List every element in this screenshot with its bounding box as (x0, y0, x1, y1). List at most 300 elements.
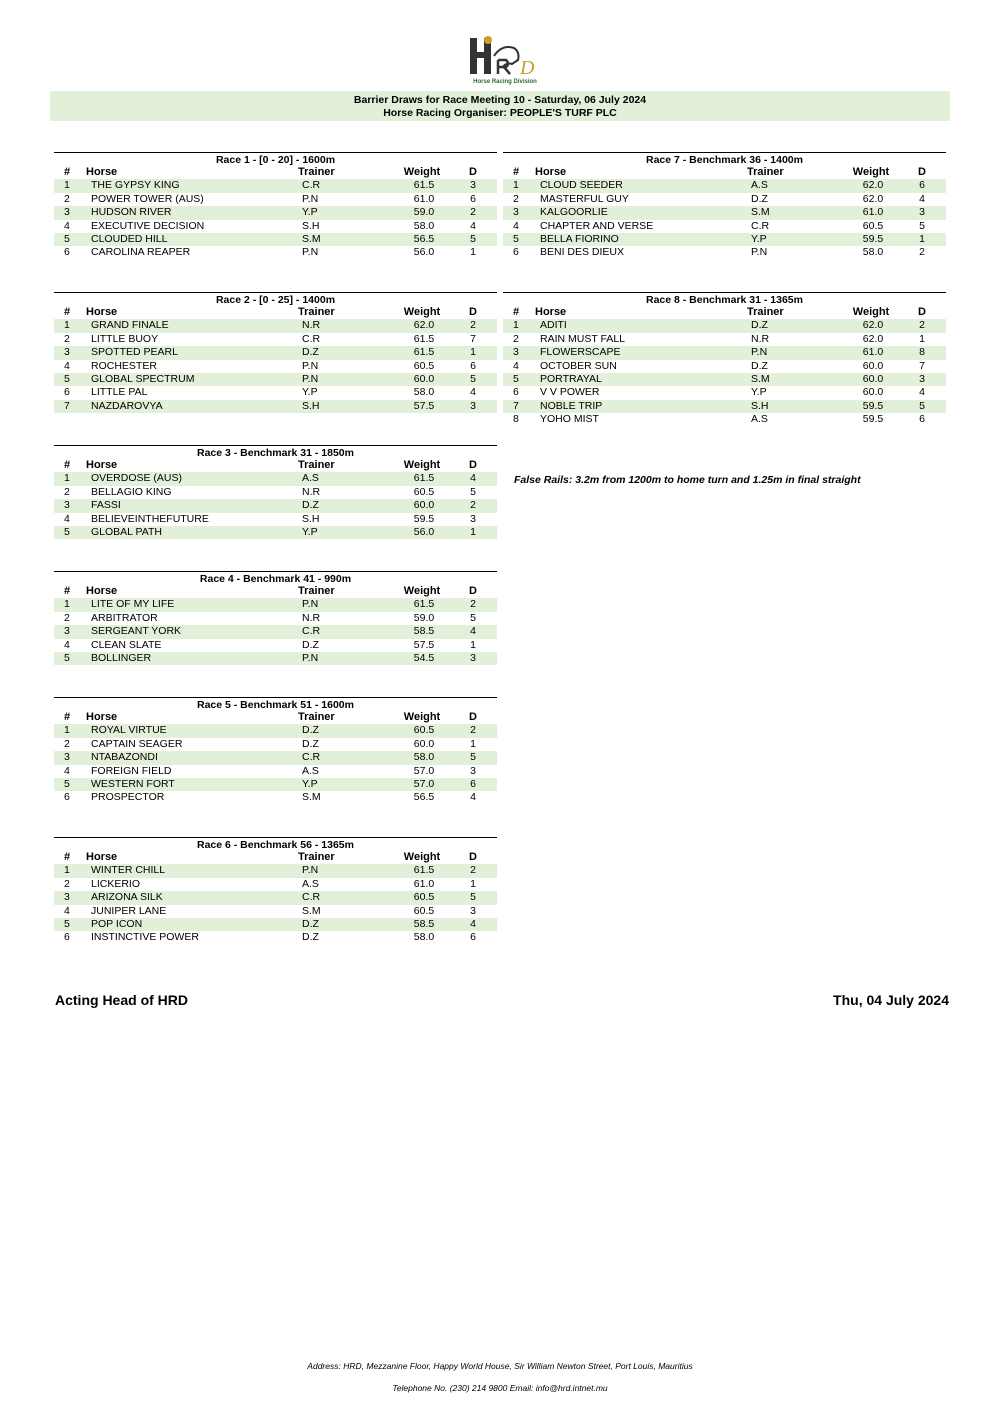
weight: 56.0 (413, 525, 435, 538)
table-row (54, 246, 497, 259)
horse-name: LITTLE PAL (91, 386, 148, 399)
runner-number: 1 (64, 864, 70, 877)
table-row (54, 333, 497, 346)
runner-number: 3 (64, 625, 70, 638)
horse-name: V V POWER (540, 386, 600, 399)
race-table-5 (54, 697, 497, 805)
weight: 61.0 (862, 206, 884, 219)
race-title: Race 1 - [0 - 20] - 1600m (54, 152, 497, 166)
trainer: Y.P (302, 777, 318, 790)
draw: 5 (470, 372, 476, 385)
draw: 5 (470, 611, 476, 624)
trainer: N.R (302, 319, 321, 332)
table-row (54, 206, 497, 219)
trainer: Y.P (751, 386, 767, 399)
table-row (54, 791, 497, 804)
header-horse: Horse (86, 851, 118, 863)
header-num: # (64, 585, 71, 597)
table-row (503, 319, 946, 332)
race-title: Race 7 - Benchmark 36 - 1400m (503, 152, 946, 166)
header-weight: Weight (403, 711, 441, 723)
weight: 61.0 (862, 346, 884, 359)
horse-name: MASTERFUL GUY (540, 192, 629, 205)
trainer: P.N (302, 864, 319, 877)
draw: 3 (470, 399, 476, 412)
runner-number: 7 (513, 399, 519, 412)
runner-number: 5 (64, 232, 70, 245)
table-row (54, 652, 497, 665)
table-row (54, 233, 497, 246)
trainer: D.Z (751, 359, 768, 372)
header-horse: Horse (86, 459, 118, 471)
header-num: # (64, 711, 71, 723)
horse-name: SERGEANT YORK (91, 625, 182, 638)
weight: 61.0 (413, 877, 435, 890)
draw: 3 (470, 904, 476, 917)
trainer: S.H (302, 219, 320, 232)
runner-number: 2 (64, 192, 70, 205)
table-row (54, 931, 497, 944)
weight: 61.5 (413, 598, 435, 611)
horse-name: CHAPTER AND VERSE (540, 219, 654, 232)
trainer: C.R (302, 891, 321, 904)
race-title: Race 3 - Benchmark 31 - 1850m (54, 445, 497, 459)
draw: 1 (470, 737, 476, 750)
table-row (503, 179, 946, 192)
table-row (503, 233, 946, 246)
horse-name: ADITI (540, 319, 567, 332)
draw: 2 (470, 598, 476, 611)
weight: 56.0 (413, 246, 435, 259)
trainer: A.S (302, 764, 319, 777)
header-trainer: Trainer (747, 306, 784, 318)
table-row (54, 724, 497, 737)
draw: 3 (470, 512, 476, 525)
runner-number: 6 (64, 386, 70, 399)
table-row (54, 918, 497, 931)
weight: 61.5 (413, 179, 435, 192)
horse-name: GLOBAL SPECTRUM (91, 372, 195, 385)
weight: 58.5 (413, 917, 435, 930)
weight: 61.5 (413, 346, 435, 359)
trainer: Y.P (302, 525, 318, 538)
runner-number: 3 (64, 499, 70, 512)
table-row (54, 765, 497, 778)
race-column-header (503, 166, 946, 179)
trainer: S.M (302, 904, 321, 917)
horse-name: INSTINCTIVE POWER (91, 931, 199, 944)
horse-name: WINTER CHILL (91, 864, 166, 877)
table-row (503, 193, 946, 206)
horse-name: CAROLINA REAPER (91, 246, 191, 259)
draw: 6 (470, 359, 476, 372)
trainer: N.R (302, 485, 321, 498)
trainer: P.N (302, 359, 319, 372)
runner-number: 6 (513, 246, 519, 259)
weight: 60.0 (862, 359, 884, 372)
runner-number: 5 (64, 777, 70, 790)
runner-number: 4 (64, 512, 70, 525)
runner-number: 4 (513, 219, 519, 232)
draw: 5 (470, 232, 476, 245)
horse-name: CAPTAIN SEAGER (91, 737, 183, 750)
table-row (54, 220, 497, 233)
trainer: S.M (751, 372, 770, 385)
header-num: # (64, 851, 71, 863)
table-row (503, 246, 946, 259)
draw: 4 (919, 386, 925, 399)
draw: 3 (470, 764, 476, 777)
weight: 58.0 (413, 751, 435, 764)
weight: 56.5 (413, 791, 435, 804)
table-row (54, 625, 497, 638)
horse-name: ROYAL VIRTUE (91, 724, 167, 737)
trainer: Y.P (302, 386, 318, 399)
runner-number: 5 (64, 525, 70, 538)
draw: 6 (470, 777, 476, 790)
weight: 60.0 (413, 737, 435, 750)
header-num: # (513, 166, 520, 178)
runner-number: 3 (64, 891, 70, 904)
horse-name: OVERDOSE (AUS) (91, 472, 183, 485)
table-row (503, 220, 946, 233)
horse-name: KALGOORLIE (540, 206, 608, 219)
header-horse: Horse (86, 306, 118, 318)
header-num: # (64, 459, 71, 471)
horse-name: FLOWERSCAPE (540, 346, 621, 359)
runner-number: 2 (513, 332, 519, 345)
runner-number: 1 (64, 319, 70, 332)
draw: 3 (470, 651, 476, 664)
table-row (54, 179, 497, 192)
table-row (503, 360, 946, 373)
trainer: C.R (302, 625, 321, 638)
trainer: D.Z (302, 917, 319, 930)
draw: 1 (470, 877, 476, 890)
draw: 2 (470, 864, 476, 877)
svg-text:D: D (520, 57, 535, 79)
runner-number: 5 (64, 651, 70, 664)
race-column-header (503, 306, 946, 319)
weight: 60.5 (413, 359, 435, 372)
table-row (503, 386, 946, 399)
weight: 57.5 (413, 638, 435, 651)
draw: 5 (919, 219, 925, 232)
header-weight: Weight (403, 306, 441, 318)
trainer: D.Z (302, 638, 319, 651)
horse-name: FASSI (91, 499, 121, 512)
header-draw: D (469, 711, 477, 723)
horse-name: LITE OF MY LIFE (91, 598, 175, 611)
race-column-header (54, 851, 497, 864)
trainer: D.Z (302, 724, 319, 737)
meeting-header (50, 91, 950, 121)
horse-name: BELLA FIORINO (540, 232, 619, 245)
table-row (54, 386, 497, 399)
runner-number: 5 (513, 232, 519, 245)
draw: 1 (470, 638, 476, 651)
draw: 3 (919, 372, 925, 385)
table-row (503, 206, 946, 219)
horse-name: CLOUD SEEDER (540, 179, 623, 192)
weight: 58.0 (413, 931, 435, 944)
horse-name: RAIN MUST FALL (540, 332, 625, 345)
table-row (54, 891, 497, 904)
runner-number: 1 (64, 724, 70, 737)
weight: 61.0 (413, 192, 435, 205)
draw: 2 (919, 319, 925, 332)
draw: 4 (470, 219, 476, 232)
false-rails-note: False Rails: 3.2m from 1200m to home turn and 1.25m in final straight (514, 474, 861, 486)
horse-name: NOBLE TRIP (540, 399, 603, 412)
runner-number: 1 (513, 319, 519, 332)
horse-name: PORTRAYAL (540, 372, 602, 385)
weight: 62.0 (413, 319, 435, 332)
header-weight: Weight (403, 459, 441, 471)
trainer: S.H (302, 512, 320, 525)
table-row (54, 738, 497, 751)
weight: 57.0 (413, 764, 435, 777)
horse-name: YOHO MIST (540, 413, 599, 426)
header-trainer: Trainer (298, 711, 335, 723)
table-row (54, 373, 497, 386)
table-row (54, 486, 497, 499)
header-horse: Horse (86, 166, 118, 178)
runner-number: 2 (64, 485, 70, 498)
trainer: P.N (302, 598, 319, 611)
header-num: # (64, 306, 71, 318)
header-trainer: Trainer (298, 459, 335, 471)
weight: 54.5 (413, 651, 435, 664)
runner-number: 2 (513, 192, 519, 205)
draw: 4 (470, 791, 476, 804)
runner-number: 4 (64, 219, 70, 232)
weight: 61.5 (413, 332, 435, 345)
runner-number: 6 (64, 931, 70, 944)
horse-name: WESTERN FORT (91, 777, 175, 790)
table-row (503, 413, 946, 426)
signoff-title: Acting Head of HRD (55, 992, 188, 1008)
race-table-3 (54, 445, 497, 539)
trainer: N.R (302, 611, 321, 624)
trainer: A.S (751, 413, 768, 426)
weight: 59.5 (862, 232, 884, 245)
weight: 60.0 (413, 372, 435, 385)
race-column-header (54, 166, 497, 179)
draw: 1 (470, 246, 476, 259)
race-table-2 (54, 292, 497, 413)
runner-number: 2 (64, 611, 70, 624)
horse-name: CLEAN SLATE (91, 638, 162, 651)
weight: 57.0 (413, 777, 435, 790)
horse-name: LITTLE BUOY (91, 332, 159, 345)
race-table-4 (54, 571, 497, 665)
logo-caption: Horse Racing Division (473, 79, 537, 85)
runner-number: 1 (64, 472, 70, 485)
weight: 62.0 (862, 332, 884, 345)
race-table-7 (503, 152, 946, 260)
trainer: C.R (302, 751, 321, 764)
header-weight: Weight (403, 585, 441, 597)
horse-name: JUNIPER LANE (91, 904, 167, 917)
horse-name: EXECUTIVE DECISION (91, 219, 205, 232)
draw: 3 (919, 206, 925, 219)
table-row (54, 193, 497, 206)
weight: 60.0 (413, 499, 435, 512)
header-trainer: Trainer (298, 851, 335, 863)
weight: 56.5 (413, 232, 435, 245)
horse-name: THE GYPSY KING (91, 179, 180, 192)
weight: 60.5 (862, 219, 884, 232)
horse-name: LICKERIO (91, 877, 141, 890)
draw: 5 (470, 485, 476, 498)
header-trainer: Trainer (298, 585, 335, 597)
table-row (54, 499, 497, 512)
runner-number: 2 (64, 877, 70, 890)
horse-name: BELLAGIO KING (91, 485, 172, 498)
draw: 1 (919, 332, 925, 345)
trainer: C.R (751, 219, 770, 232)
trainer: D.Z (302, 931, 319, 944)
weight: 61.5 (413, 864, 435, 877)
weight: 60.0 (862, 372, 884, 385)
header-horse: Horse (535, 306, 567, 318)
weight: 59.5 (413, 512, 435, 525)
runner-number: 5 (64, 917, 70, 930)
table-row (54, 778, 497, 791)
trainer: S.H (751, 399, 769, 412)
weight: 58.0 (862, 246, 884, 259)
weight: 60.5 (413, 904, 435, 917)
trainer: D.Z (751, 192, 768, 205)
footer-address: Address: HRD, Mezzanine Floor, Happy World House, Sir William Newton Street, Port Louis, Mauritius (307, 1361, 693, 1371)
header-num: # (64, 166, 71, 178)
runner-number: 8 (513, 413, 519, 426)
runner-number: 5 (64, 372, 70, 385)
draw: 5 (470, 891, 476, 904)
race-column-header (54, 585, 497, 598)
race-table-6 (54, 837, 497, 945)
draw: 1 (919, 232, 925, 245)
horse-name: GRAND FINALE (91, 319, 169, 332)
weight: 62.0 (862, 192, 884, 205)
trainer: P.N (302, 192, 319, 205)
draw: 2 (470, 319, 476, 332)
draw: 8 (919, 346, 925, 359)
horse-name: HUDSON RIVER (91, 206, 172, 219)
horse-name: BOLLINGER (91, 651, 152, 664)
horse-name: PROSPECTOR (91, 791, 165, 804)
header-weight: Weight (852, 166, 890, 178)
draw: 7 (919, 359, 925, 372)
trainer: D.Z (302, 737, 319, 750)
header-draw: D (918, 306, 926, 318)
weight: 58.5 (413, 625, 435, 638)
horse-name: ARIZONA SILK (91, 891, 163, 904)
weight: 62.0 (862, 179, 884, 192)
race-column-header (54, 711, 497, 724)
trainer: S.M (302, 232, 321, 245)
horse-name: FOREIGN FIELD (91, 764, 172, 777)
meeting-title: Barrier Draws for Race Meeting 10 - Saturday, 06 July 2024 (353, 94, 647, 106)
table-row (54, 513, 497, 526)
runner-number: 2 (64, 737, 70, 750)
weight: 59.5 (862, 413, 884, 426)
trainer: S.M (751, 206, 770, 219)
race-title: Race 6 - Benchmark 56 - 1365m (54, 837, 497, 851)
runner-number: 3 (513, 346, 519, 359)
horse-name: SPOTTED PEARL (91, 346, 178, 359)
header-trainer: Trainer (747, 166, 784, 178)
signoff-date: Thu, 04 July 2024 (833, 992, 949, 1008)
runner-number: 4 (64, 638, 70, 651)
weight: 57.5 (413, 399, 435, 412)
runner-number: 6 (64, 246, 70, 259)
horse-name: CLOUDED HILL (91, 232, 168, 245)
draw: 6 (470, 931, 476, 944)
header-draw: D (469, 459, 477, 471)
table-row (503, 400, 946, 413)
runner-number: 1 (64, 598, 70, 611)
trainer: C.R (302, 332, 321, 345)
draw: 7 (470, 332, 476, 345)
horse-name: POP ICON (91, 917, 143, 930)
header-trainer: Trainer (298, 166, 335, 178)
runner-number: 6 (513, 386, 519, 399)
runner-number: 3 (64, 751, 70, 764)
weight: 60.0 (862, 386, 884, 399)
table-row (54, 360, 497, 373)
header-horse: Horse (535, 166, 567, 178)
draw: 2 (919, 246, 925, 259)
weight: 60.5 (413, 724, 435, 737)
draw: 1 (470, 346, 476, 359)
runner-number: 3 (64, 206, 70, 219)
draw: 2 (470, 206, 476, 219)
horse-name: BELIEVEINTHEFUTURE (91, 512, 209, 525)
table-row (503, 333, 946, 346)
trainer: P.N (302, 372, 319, 385)
table-row (54, 639, 497, 652)
draw: 4 (470, 917, 476, 930)
draw: 5 (919, 399, 925, 412)
race-column-header (54, 459, 497, 472)
runner-number: 3 (64, 346, 70, 359)
weight: 61.5 (413, 472, 435, 485)
header-draw: D (469, 851, 477, 863)
table-row (54, 905, 497, 918)
runner-number: 1 (64, 179, 70, 192)
runner-number: 7 (64, 399, 70, 412)
runner-number: 1 (513, 179, 519, 192)
weight: 58.0 (413, 219, 435, 232)
weight: 58.0 (413, 386, 435, 399)
header-horse: Horse (86, 711, 118, 723)
header-trainer: Trainer (298, 306, 335, 318)
header-draw: D (918, 166, 926, 178)
trainer: Y.P (751, 232, 767, 245)
race-column-header (54, 306, 497, 319)
runner-number: 4 (64, 764, 70, 777)
weight: 60.5 (413, 485, 435, 498)
runner-number: 5 (513, 372, 519, 385)
horse-name: BENI DES DIEUX (540, 246, 625, 259)
header-weight: Weight (403, 851, 441, 863)
header-draw: D (469, 306, 477, 318)
runner-number: 4 (513, 359, 519, 372)
race-title: Race 2 - [0 - 25] - 1400m (54, 292, 497, 306)
draw: 6 (470, 192, 476, 205)
